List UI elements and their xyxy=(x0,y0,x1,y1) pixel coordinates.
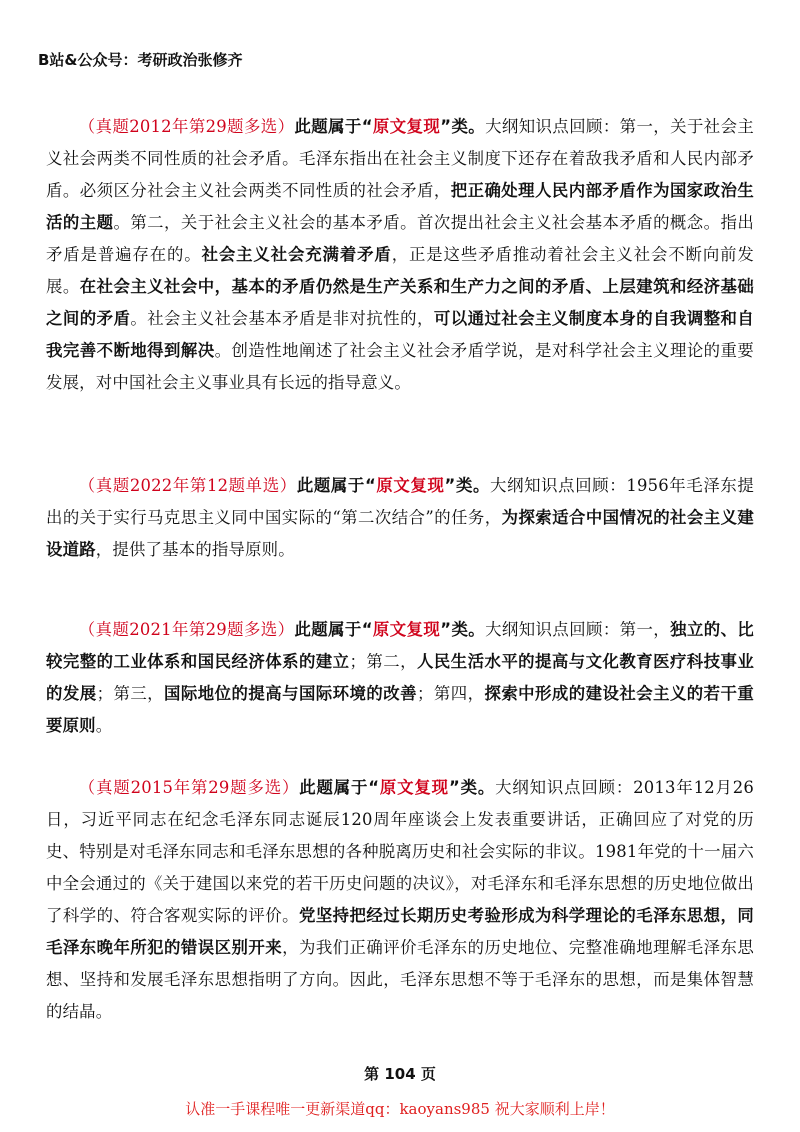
question-tag-open: （ xyxy=(78,117,96,136)
question-tag-close: ） xyxy=(277,620,295,639)
body-text: 大纲知识点回顾：2013年12月26日，习近平同志在纪念毛泽东同志诞辰120周年座谈会上发表重要讲话，正确回应了对党的历史、特别是对毛泽东同志和毛泽东思想的各种脱离历史和社会实际的非议。1981年党的十一届六中全会通过的《关于建国以来党的若干历史问题的决议》，对毛泽东和毛泽东思想的历史地位做出了科学的、符合客观实际的评价。 xyxy=(46,778,755,925)
emphasis-text: 社会主义社会充满着矛盾 xyxy=(201,245,392,264)
category-label: 原文复现 xyxy=(379,778,449,797)
body-text: 。创造性地阐述了社会主义社会矛盾学说，是对科学社会主义理论的重要发展，对中国社会主义事业具有长远的指导意义。 xyxy=(46,341,754,392)
category-label: 原文复现 xyxy=(375,476,445,495)
footer-notice: 认准一手课程唯一更新渠道qq：kaoyans985 祝大家顺利上岸！ xyxy=(185,1100,615,1118)
answer-section xyxy=(46,470,754,566)
question-tag: 真题2021年第29题多选 xyxy=(95,620,278,639)
body-text: 。 xyxy=(95,716,113,735)
question-tag: 真题2015年第29题多选 xyxy=(96,778,282,797)
section-lead: 此题属于“ xyxy=(299,778,380,797)
category-label: 原文复现 xyxy=(372,117,441,136)
body-text: ，正是这些矛盾推动着社会主义社会不断向前发展。 xyxy=(46,245,754,296)
emphasis-text: 独立的、比较完整的工业体系和国民经济体系的建立 xyxy=(46,620,755,671)
section-lead: 此题属于“ xyxy=(296,476,376,495)
question-tag-open: （ xyxy=(78,476,96,495)
body-text: 。第二，关于社会主义社会的基本矛盾。首次提出社会主义社会基本矛盾的概念。指出矛盾是普遍存在的。 xyxy=(46,213,754,264)
section-lead: 此题属于“ xyxy=(294,620,373,639)
emphasis-text: 人民生活水平的提高与文化教育医疗科技事业的发展 xyxy=(46,652,754,703)
emphasis-text: 把正确处理人民内部矛盾作为国家政治生活的主题 xyxy=(46,181,754,232)
body-text: ，提供了基本的指导原则。 xyxy=(95,540,295,559)
section-lead: 此题属于“ xyxy=(294,117,373,136)
emphasis-text: 在社会主义社会中，基本的矛盾仍然是生产关系和生产力之间的矛盾、上层建筑和经济基础之间的矛盾 xyxy=(46,277,754,328)
section-lead-end: ”类。 xyxy=(444,476,491,495)
category-label: 原文复现 xyxy=(372,620,441,639)
question-tag-open: （ xyxy=(78,778,97,797)
body-text: 大纲知识点回顾：第一，关于社会主义社会两类不同性质的社会矛盾。毛泽东指出在社会主义制度下还存在着敌我矛盾和人民内部矛盾。必须区分社会主义社会两类不同性质的社会矛盾， xyxy=(46,117,755,200)
body-text: 大纲知识点回顾：第一， xyxy=(485,620,671,639)
body-text: ；第四， xyxy=(417,684,485,703)
answer-section xyxy=(46,614,754,742)
body-text: ；第三， xyxy=(96,684,165,703)
question-tag-open: （ xyxy=(78,620,96,639)
body-text: ，为我们正确评价毛泽东的历史地位、完整准确地理解毛泽东思想、坚持和发展毛泽东思想指明了方向。因此，毛泽东思想不等于毛泽东的思想，而是集体智慧的结晶。 xyxy=(46,938,754,1021)
question-tag-close: ） xyxy=(279,476,297,495)
body-text: ；第二， xyxy=(349,652,417,671)
question-tag: 真题2012年第29题多选 xyxy=(95,117,278,136)
question-tag: 真题2022年第12题单选 xyxy=(95,476,280,495)
section-lead-end: ”类。 xyxy=(448,778,496,797)
answer-section xyxy=(46,111,754,399)
emphasis-text: 探索中形成的建设社会主义的若干重要原则 xyxy=(46,684,754,735)
section-body xyxy=(46,778,754,1021)
page-number: 第 104 页 xyxy=(364,1065,436,1083)
section-body xyxy=(46,117,754,392)
body-text: 大纲知识点回顾：1956年毛泽东提出的关于实行马克思主义同中国实际的“第二次结合”的任务， xyxy=(46,476,755,527)
header-title: B站&公众号：考研政治张修齐 xyxy=(38,51,243,69)
emphasis-text: 党坚持把经过长期历史考验形成为科学理论的毛泽东思想，同毛泽东晚年所犯的错误区别开来 xyxy=(46,906,754,957)
emphasis-text: 为探索适合中国情况的社会主义建设道路 xyxy=(46,508,755,559)
emphasis-text: 可以通过社会主义制度本身的自我调整和自我完善不断地得到解决 xyxy=(46,309,755,360)
answer-section xyxy=(46,772,754,1028)
section-lead-end: ”类。 xyxy=(440,117,486,136)
question-tag-close: ） xyxy=(277,117,295,136)
section-lead-end: ”类。 xyxy=(440,620,486,639)
question-tag-close: ） xyxy=(281,778,300,797)
emphasis-text: 国际地位的提高与国际环境的改善 xyxy=(164,684,417,703)
body-text: 。社会主义社会基本矛盾是非对抗性的， xyxy=(130,309,434,328)
